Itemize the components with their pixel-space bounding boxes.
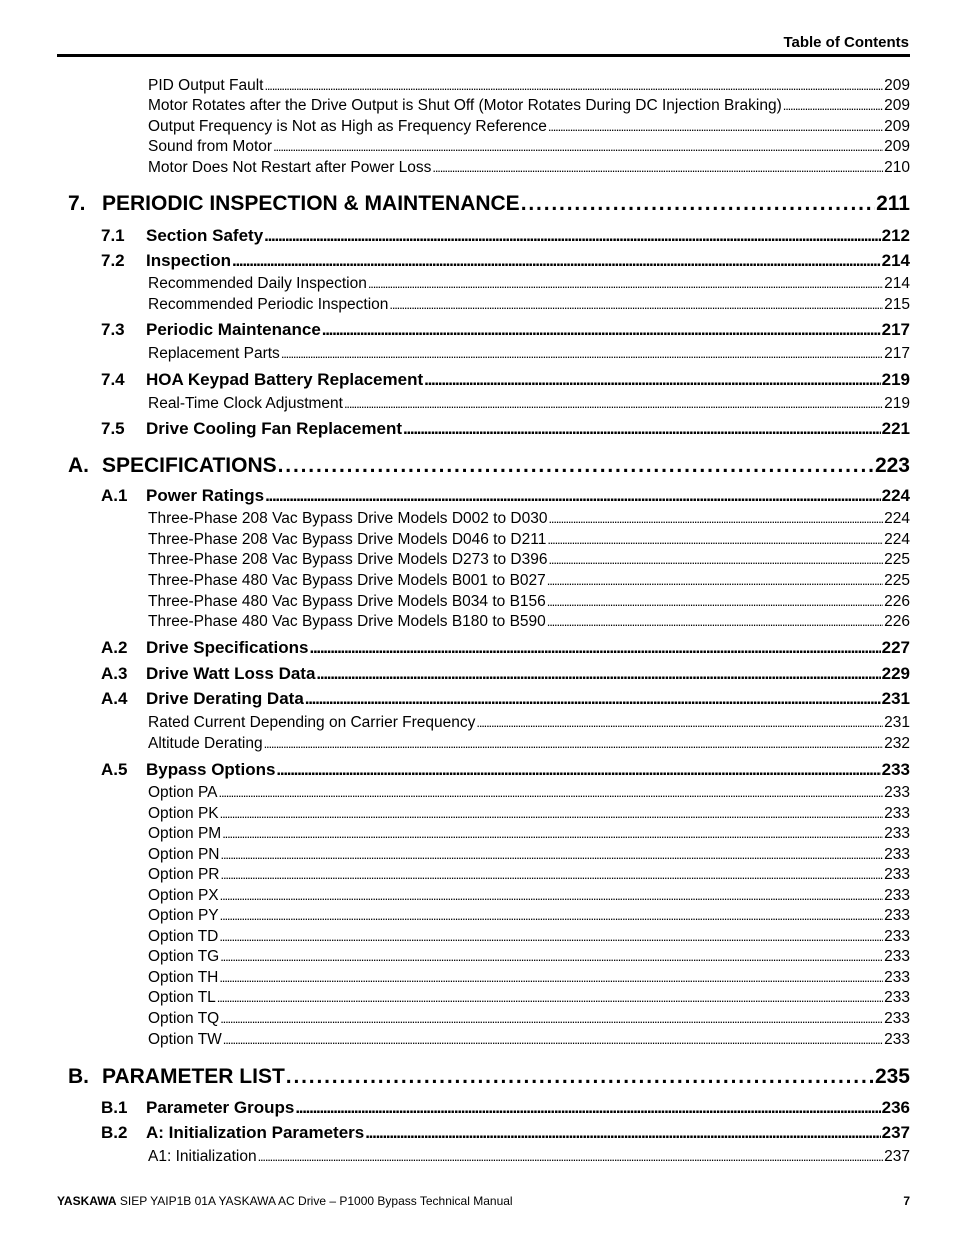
toc-entry-page: 235 (874, 1065, 910, 1088)
toc-entry-title: Power Ratings (146, 486, 265, 505)
toc-entry-title: Option PY (148, 907, 219, 924)
toc-entry-level-3[interactable] (148, 296, 910, 314)
dot-leader (295, 1098, 880, 1118)
toc-entry-level-3[interactable] (148, 1148, 910, 1166)
toc-entry-level-2[interactable] (101, 226, 910, 246)
toc-entry-page: 225 (884, 572, 910, 589)
toc-entry-page: 223 (874, 454, 910, 477)
toc-entry-level-2[interactable] (101, 370, 910, 390)
toc-entry-level-3[interactable] (148, 345, 910, 363)
toc-entry-page: 224 (884, 531, 910, 548)
toc-entry-page: 227 (881, 638, 910, 657)
toc-entry-page: 233 (884, 887, 910, 904)
toc-entry-level-3[interactable] (148, 572, 910, 590)
toc-entry-page: 224 (881, 486, 910, 505)
dot-leader (221, 846, 884, 864)
toc-entry-page: 217 (881, 320, 910, 339)
toc-entry-page: 224 (884, 510, 910, 527)
toc-entry-level-3[interactable] (148, 395, 910, 413)
dot-leader (220, 907, 883, 925)
dot-leader (276, 760, 880, 780)
toc-entry-page: 229 (881, 664, 910, 683)
toc-entry-level-3[interactable] (148, 825, 910, 843)
dot-leader (219, 784, 884, 802)
toc-entry-title: Motor Rotates after the Drive Output is Shut Off (Motor Rotates During DC Injection Braking) (148, 97, 782, 114)
toc-entry-title: Bypass Options (146, 760, 276, 779)
header-rule (57, 54, 910, 57)
toc-entry-page: 233 (884, 866, 910, 883)
footer-document-title: SIEP YAIP1B 01A YASKAWA AC Drive – P1000 Bypass Technical Manual (119, 1194, 513, 1208)
toc-entry-page: 219 (884, 395, 910, 412)
toc-entry-page: 233 (881, 760, 910, 779)
toc-entry-number: 7.5 (101, 419, 125, 438)
toc-entry-level-3[interactable] (148, 118, 910, 136)
toc-entry-title: Real-Time Clock Adjustment (148, 395, 343, 412)
dot-leader (232, 251, 881, 271)
toc-entry-page: 237 (884, 1148, 910, 1165)
toc-entry-title: PARAMETER LIST (102, 1065, 285, 1088)
toc-entry-level-2[interactable] (101, 486, 910, 506)
toc-entry-number: A.1 (101, 486, 128, 505)
toc-entry-title: Three-Phase 208 Vac Bypass Drive Models D046 to D211 (148, 531, 547, 548)
toc-entry-title: Drive Derating Data (146, 689, 304, 708)
toc-entry-level-3[interactable] (148, 846, 910, 864)
toc-entry-level-3[interactable] (148, 1010, 910, 1028)
dot-leader (220, 887, 883, 905)
toc-entry-page: 233 (884, 784, 910, 801)
toc-entry-level-3[interactable] (148, 159, 910, 177)
toc-entry-page: 233 (884, 805, 910, 822)
dot-leader (264, 226, 880, 246)
toc-entry-level-2[interactable] (101, 251, 910, 271)
dot-leader (547, 593, 883, 611)
toc-entry-level-2[interactable] (101, 689, 910, 709)
toc-entry-title: Option TQ (148, 1010, 220, 1027)
dot-leader (278, 454, 874, 478)
toc-entry-number: 7.3 (101, 320, 125, 339)
toc-entry-page: 209 (884, 118, 910, 135)
toc-entry-number: B. (68, 1065, 89, 1088)
dot-leader (548, 118, 883, 136)
toc-entry-page: 226 (884, 613, 910, 630)
toc-entry-title: Altitude Derating (148, 735, 263, 752)
toc-entry-level-2[interactable] (101, 1098, 910, 1118)
toc-entry-title: HOA Keypad Battery Replacement (146, 370, 424, 389)
dot-leader (476, 714, 883, 732)
page-number: 7 (903, 1194, 910, 1208)
dot-leader (548, 510, 883, 528)
dot-leader (219, 969, 883, 987)
dot-leader (264, 735, 884, 753)
toc-entry-title: Recommended Periodic Inspection (148, 296, 389, 313)
toc-entry-title: Drive Specifications (146, 638, 309, 657)
dot-leader (273, 138, 883, 156)
toc-entry-title: Option PN (148, 846, 220, 863)
dot-leader (264, 77, 883, 95)
toc-entry-level-1[interactable] (68, 454, 910, 478)
toc-entry-title: Three-Phase 208 Vac Bypass Drive Models D002 to D030 (148, 510, 548, 527)
dot-leader (365, 1123, 880, 1143)
toc-entry-level-3[interactable] (148, 805, 910, 823)
toc-entry-page: 225 (884, 551, 910, 568)
toc-entry-title: Three-Phase 480 Vac Bypass Drive Models B180 to B590 (148, 613, 546, 630)
toc-entry-title: Sound from Motor (148, 138, 273, 155)
toc-entry-page: 219 (881, 370, 910, 389)
toc-entry-level-2[interactable] (101, 638, 910, 658)
dot-leader (305, 689, 881, 709)
toc-entry-title: Rated Current Depending on Carrier Frequency (148, 714, 476, 731)
toc-entry-level-3[interactable] (148, 97, 910, 115)
toc-entry-title: Drive Watt Loss Data (146, 664, 316, 683)
dot-leader (521, 192, 875, 216)
toc-entry-title: Three-Phase 208 Vac Bypass Drive Models D273 to D396 (148, 551, 548, 568)
toc-entry-title: Option PR (148, 866, 220, 883)
toc-entry-page: 226 (884, 593, 910, 610)
dot-leader (219, 928, 883, 946)
toc-entry-level-2[interactable] (101, 419, 910, 439)
toc-entry-title: Parameter Groups (146, 1098, 295, 1117)
toc-entry-level-3[interactable] (148, 866, 910, 884)
toc-entry-level-3[interactable] (148, 989, 910, 1007)
dot-leader (403, 419, 881, 439)
toc-entry-title: Motor Does Not Restart after Power Loss (148, 159, 432, 176)
dot-leader (783, 97, 883, 115)
dot-leader (389, 296, 883, 314)
toc-entry-title: Option PA (148, 784, 218, 801)
toc-entry-page: 233 (884, 1010, 910, 1027)
dot-leader (221, 866, 884, 884)
dot-leader (548, 551, 883, 569)
toc-entry-page: 210 (884, 159, 910, 176)
toc-entry-level-3[interactable] (148, 928, 910, 946)
toc-entry-number: A.2 (101, 638, 128, 657)
dot-leader (344, 395, 883, 413)
toc-entry-page: 233 (884, 825, 910, 842)
toc-entry-page: 232 (884, 735, 910, 752)
toc-entry-title: Output Frequency is Not as High as Frequency Reference (148, 118, 547, 135)
dot-leader (223, 1031, 883, 1049)
toc-entry-page: 231 (881, 689, 910, 708)
toc-entry-title: Section Safety (146, 226, 264, 245)
dot-leader (217, 989, 883, 1007)
toc-entry-title: PID Output Fault (148, 77, 264, 94)
toc-entry-title: Three-Phase 480 Vac Bypass Drive Models B001 to B027 (148, 572, 546, 589)
dot-leader (220, 805, 883, 823)
toc-entry-number: A.3 (101, 664, 128, 683)
toc-entry-level-3[interactable] (148, 887, 910, 905)
toc-entry-level-3[interactable] (148, 784, 910, 802)
dot-leader (547, 531, 883, 549)
dot-leader (265, 486, 881, 506)
toc-entry-level-2[interactable] (101, 760, 910, 780)
toc-entry-level-2[interactable] (101, 320, 910, 340)
toc-entry-level-3[interactable] (148, 948, 910, 966)
toc-entry-page: 212 (881, 226, 910, 245)
toc-entry-number: B.2 (101, 1123, 128, 1142)
toc-entry-level-3[interactable] (148, 1031, 910, 1049)
toc-entry-number: B.1 (101, 1098, 128, 1117)
toc-entry-title: Option TH (148, 969, 219, 986)
toc-entry-title: Drive Cooling Fan Replacement (146, 419, 402, 438)
dot-leader (547, 572, 883, 590)
toc-entry-title: A: Initialization Parameters (146, 1123, 365, 1142)
toc-entry-number: A.5 (101, 760, 128, 779)
toc-entry-level-3[interactable] (148, 593, 910, 611)
toc-entry-title: Option PM (148, 825, 222, 842)
toc-entry-page: 233 (884, 928, 910, 945)
toc-entry-level-3[interactable] (148, 969, 910, 987)
toc-entry-page: 209 (884, 97, 910, 114)
toc-entry-title: Three-Phase 480 Vac Bypass Drive Models B034 to B156 (148, 593, 546, 610)
toc-entry-title: Option PK (148, 805, 219, 822)
dot-leader (220, 948, 883, 966)
toc-entry-title: SPECIFICATIONS (102, 454, 277, 477)
dot-leader (432, 159, 883, 177)
toc-entry-title: Option TW (148, 1031, 222, 1048)
toc-entry-title: Periodic Maintenance (146, 320, 321, 339)
toc-entry-level-3[interactable] (148, 275, 910, 293)
dot-leader (281, 345, 883, 363)
dot-leader (220, 1010, 883, 1028)
toc-entry-title: Replacement Parts (148, 345, 280, 362)
toc-entry-number: A.4 (101, 689, 128, 708)
toc-entry-level-3[interactable] (148, 510, 910, 528)
toc-entry-level-3[interactable] (148, 77, 910, 95)
toc-entry-page: 233 (884, 1031, 910, 1048)
dot-leader (316, 664, 880, 684)
dot-leader (368, 275, 883, 293)
toc-entry-page: 209 (884, 138, 910, 155)
toc-entry-page: 214 (884, 275, 910, 292)
toc-entry-title: Option TL (148, 989, 216, 1006)
dot-leader (222, 825, 883, 843)
dot-leader (310, 638, 881, 658)
dot-leader (424, 370, 881, 390)
toc-entry-number: 7. (68, 192, 86, 215)
toc-entry-page: 231 (884, 714, 910, 731)
toc-entry-level-3[interactable] (148, 735, 910, 753)
toc-entry-number: 7.1 (101, 226, 125, 245)
toc-entry-level-3[interactable] (148, 613, 910, 631)
toc-entry-page: 221 (881, 419, 910, 438)
toc-entry-level-3[interactable] (148, 714, 910, 732)
toc-entry-page: 211 (876, 192, 910, 215)
toc-entry-page: 209 (884, 77, 910, 94)
toc-entry-number: 7.4 (101, 370, 125, 389)
toc-entry-level-3[interactable] (148, 907, 910, 925)
dot-leader (547, 613, 883, 631)
toc-entry-title: Recommended Daily Inspection (148, 275, 367, 292)
toc-entry-number: A. (68, 454, 89, 477)
toc-entry-page: 215 (884, 296, 910, 313)
toc-entry-title: PERIODIC INSPECTION & MAINTENANCE (102, 192, 520, 215)
toc-entry-level-2[interactable] (101, 664, 910, 684)
toc-entry-title: Option TD (148, 928, 219, 945)
toc-entry-page: 233 (884, 907, 910, 924)
toc-entry-page: 214 (881, 251, 910, 270)
dot-leader (258, 1148, 884, 1166)
toc-entry-title: A1: Initialization (148, 1148, 257, 1165)
footer-text (57, 1194, 513, 1208)
toc-entry-title: Option TG (148, 948, 220, 965)
toc-entry-level-1[interactable] (68, 1065, 910, 1089)
toc-entry-level-3[interactable] (148, 138, 910, 156)
toc-entry-title: Inspection (146, 251, 232, 270)
toc-entry-page: 233 (884, 969, 910, 986)
dot-leader (286, 1065, 874, 1089)
toc-entry-page: 233 (884, 948, 910, 965)
toc-entry-page: 236 (881, 1098, 910, 1117)
toc-entry-level-3[interactable] (148, 531, 910, 549)
toc-entry-page: 233 (884, 989, 910, 1006)
footer-brand: YASKAWA (57, 1194, 117, 1208)
running-header: Table of Contents (783, 34, 909, 51)
toc-entry-level-2[interactable] (101, 1123, 910, 1143)
dot-leader (322, 320, 881, 340)
toc-entry-page: 217 (884, 345, 910, 362)
toc-entry-level-3[interactable] (148, 551, 910, 569)
toc-entry-number: 7.2 (101, 251, 125, 270)
toc-entry-page: 233 (884, 846, 910, 863)
toc-entry-page: 237 (881, 1123, 910, 1142)
toc-entry-title: Option PX (148, 887, 219, 904)
toc-entry-level-1[interactable] (68, 192, 910, 216)
